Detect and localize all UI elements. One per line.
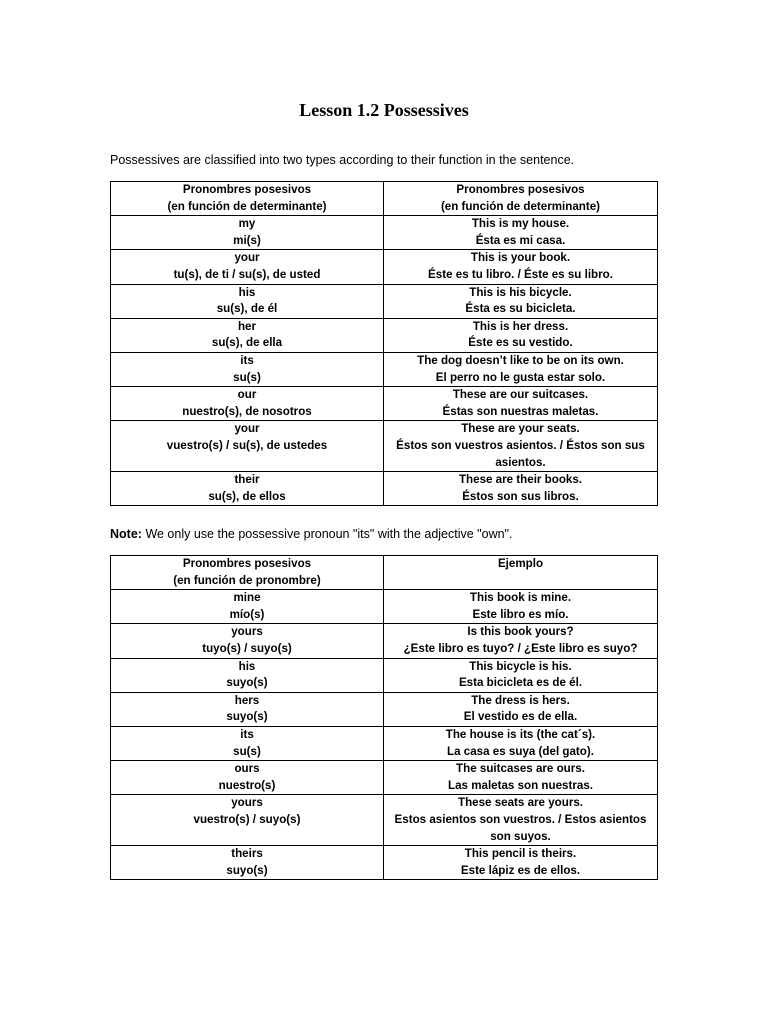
table-row — [111, 590, 658, 624]
english-example: These are your seats. — [461, 422, 580, 436]
english-example: Is this book yours? — [467, 625, 574, 639]
possessive-cell — [111, 284, 384, 318]
spanish-example: Esta bicicleta es de él. — [458, 676, 583, 690]
english-example: This pencil is theirs. — [464, 847, 577, 861]
table-row — [111, 250, 658, 284]
spanish-possessive: nuestro(s) — [218, 778, 276, 792]
intro-paragraph: Possessives are classified into two types according to their function in the sentence. — [110, 153, 575, 167]
spanish-example: La casa es suya (del gato). — [447, 744, 594, 758]
possessive-cell — [111, 250, 384, 284]
example-cell — [384, 624, 658, 658]
english-example: The dog doesn’t like to be on its own. — [417, 353, 624, 367]
example-cell — [384, 658, 658, 692]
spanish-possessive: nuestro(s), de nosotros — [182, 404, 312, 418]
header-label: Ejemplo — [497, 557, 544, 570]
spanish-possessive: su(s) — [233, 744, 261, 758]
example-cell — [384, 284, 658, 318]
possessive-cell — [111, 795, 384, 846]
example-cell — [384, 421, 658, 472]
spanish-possessive: su(s) — [233, 370, 261, 384]
table-body — [111, 182, 658, 506]
example-cell — [384, 795, 658, 846]
table-body — [111, 556, 658, 880]
english-possessive: mine — [233, 591, 261, 605]
spanish-possessive: su(s), de ella — [211, 336, 283, 350]
spanish-possessive: su(s), de ellos — [208, 489, 286, 503]
spanish-possessive: suyo(s) — [226, 676, 268, 690]
example-cell — [384, 846, 658, 880]
english-possessive: hers — [234, 693, 260, 707]
table-row — [111, 761, 658, 795]
header-sublabel: (en función de determinante) — [167, 199, 327, 213]
english-example: This is my house. — [471, 217, 570, 231]
spanish-example: El perro no le gusta estar solo. — [435, 370, 606, 384]
possessive-cell — [111, 761, 384, 795]
table-row — [111, 624, 658, 658]
example-cell — [384, 318, 658, 352]
header-cell-possessive — [111, 182, 384, 216]
table-row — [111, 421, 658, 472]
header-sublabel: (en función de pronombre) — [173, 573, 321, 587]
spanish-example: Este lápiz es de ellos. — [460, 863, 581, 877]
spanish-possessive: suyo(s) — [226, 710, 268, 724]
english-possessive: your — [234, 251, 260, 265]
table-row — [111, 692, 658, 726]
english-example: These seats are yours. — [457, 796, 584, 810]
note-text: We only use the possessive pronoun "its" with the adjective "own". — [145, 527, 513, 541]
spanish-example: Ésta es su bicicleta. — [465, 302, 576, 316]
english-example: The house is its (the cat´s). — [445, 727, 596, 741]
spanish-example: ¿Este libro es tuyo? / ¿Este libro es suyo? — [403, 641, 638, 655]
page-title: Lesson 1.2 Possessives — [299, 100, 469, 120]
possessive-cell — [111, 726, 384, 760]
note-label: Note: — [110, 527, 142, 541]
spanish-possessive: vuestro(s) / suyo(s) — [193, 812, 301, 826]
table-row — [111, 846, 658, 880]
table-row — [111, 795, 658, 846]
spanish-possessive: tuyo(s) / suyo(s) — [202, 641, 292, 655]
table-row — [111, 352, 658, 386]
english-possessive: its — [240, 353, 254, 367]
determiner-possessives-table — [110, 181, 658, 506]
table-header-row — [111, 556, 658, 590]
possessive-cell — [111, 387, 384, 421]
spanish-example: Estos asientos son vuestros. / Estos asientos son suyos. — [394, 812, 647, 843]
english-example: These are their books. — [458, 473, 583, 487]
spanish-example: Éste es su vestido. — [468, 336, 573, 350]
header-cell-possessive — [111, 556, 384, 590]
example-cell — [384, 761, 658, 795]
english-possessive: your — [234, 422, 260, 436]
table-row — [111, 387, 658, 421]
spanish-possessive: vuestro(s) / su(s), de ustedes — [166, 438, 328, 452]
table-row — [111, 284, 658, 318]
spanish-example: Las maletas son nuestras. — [448, 778, 593, 792]
example-cell — [384, 590, 658, 624]
spanish-example: El vestido es de ella. — [463, 710, 578, 724]
english-possessive: our — [237, 388, 257, 402]
possessive-cell — [111, 216, 384, 250]
spanish-possessive: mío(s) — [229, 607, 265, 621]
spanish-example: Éstos son vuestros asientos. / Éstos son sus asientos. — [396, 438, 645, 469]
example-cell — [384, 726, 658, 760]
example-cell — [384, 250, 658, 284]
possessive-cell — [111, 846, 384, 880]
english-possessive: ours — [234, 762, 260, 776]
english-possessive: his — [238, 659, 256, 673]
spanish-possessive: suyo(s) — [226, 863, 268, 877]
english-possessive: yours — [231, 625, 263, 639]
english-possessive: her — [237, 319, 257, 333]
english-example: This book is mine. — [469, 591, 572, 605]
possessive-cell — [111, 590, 384, 624]
header-label: Pronombres posesivos — [456, 183, 585, 196]
english-possessive: its — [240, 727, 254, 741]
spanish-possessive: tu(s), de ti / su(s), de usted — [173, 267, 321, 281]
english-example: This is her dress. — [472, 319, 569, 333]
possessive-cell — [111, 352, 384, 386]
possessive-cell — [111, 421, 384, 472]
table-header-row — [111, 182, 658, 216]
example-cell — [384, 692, 658, 726]
spanish-example: Éste es tu libro. / Éste es su libro. — [428, 267, 613, 281]
spanish-example: Éstas son nuestras maletas. — [442, 404, 599, 418]
english-possessive: their — [234, 473, 260, 487]
possessive-cell — [111, 624, 384, 658]
header-label: Pronombres posesivos — [182, 557, 312, 570]
example-cell — [384, 387, 658, 421]
note-paragraph — [110, 526, 670, 542]
english-example: The suitcases are ours. — [456, 762, 585, 776]
spanish-example: Ésta es mi casa. — [475, 233, 566, 247]
possessive-cell — [111, 692, 384, 726]
example-cell — [384, 216, 658, 250]
table-row — [111, 216, 658, 250]
english-example: This bicycle is his. — [469, 659, 572, 673]
possessive-cell — [111, 658, 384, 692]
english-example: These are our suitcases. — [452, 388, 589, 402]
table-row — [111, 658, 658, 692]
spanish-example: Éstos son sus libros. — [462, 489, 579, 503]
english-possessive: his — [238, 285, 256, 299]
spanish-possessive: mi(s) — [233, 233, 261, 247]
english-possessive: theirs — [231, 847, 263, 861]
example-cell — [384, 472, 658, 506]
header-sublabel: (en función de determinante) — [440, 199, 601, 213]
pronoun-possessives-table — [110, 555, 658, 880]
english-example: The dress is hers. — [471, 693, 570, 707]
table-row — [111, 472, 658, 506]
example-cell — [384, 352, 658, 386]
english-example: This is your book. — [470, 251, 571, 265]
header-cell-example — [384, 182, 658, 216]
possessive-cell — [111, 318, 384, 352]
english-possessive: my — [238, 217, 256, 231]
possessive-cell — [111, 472, 384, 506]
spanish-possessive: su(s), de él — [216, 302, 278, 316]
spanish-example: Este libro es mío. — [472, 607, 569, 621]
english-possessive: yours — [231, 796, 263, 810]
table-row — [111, 726, 658, 760]
header-cell-example — [384, 556, 658, 590]
header-label: Pronombres posesivos — [182, 183, 312, 196]
english-example: This is his bicycle. — [469, 285, 572, 299]
table-row — [111, 318, 658, 352]
